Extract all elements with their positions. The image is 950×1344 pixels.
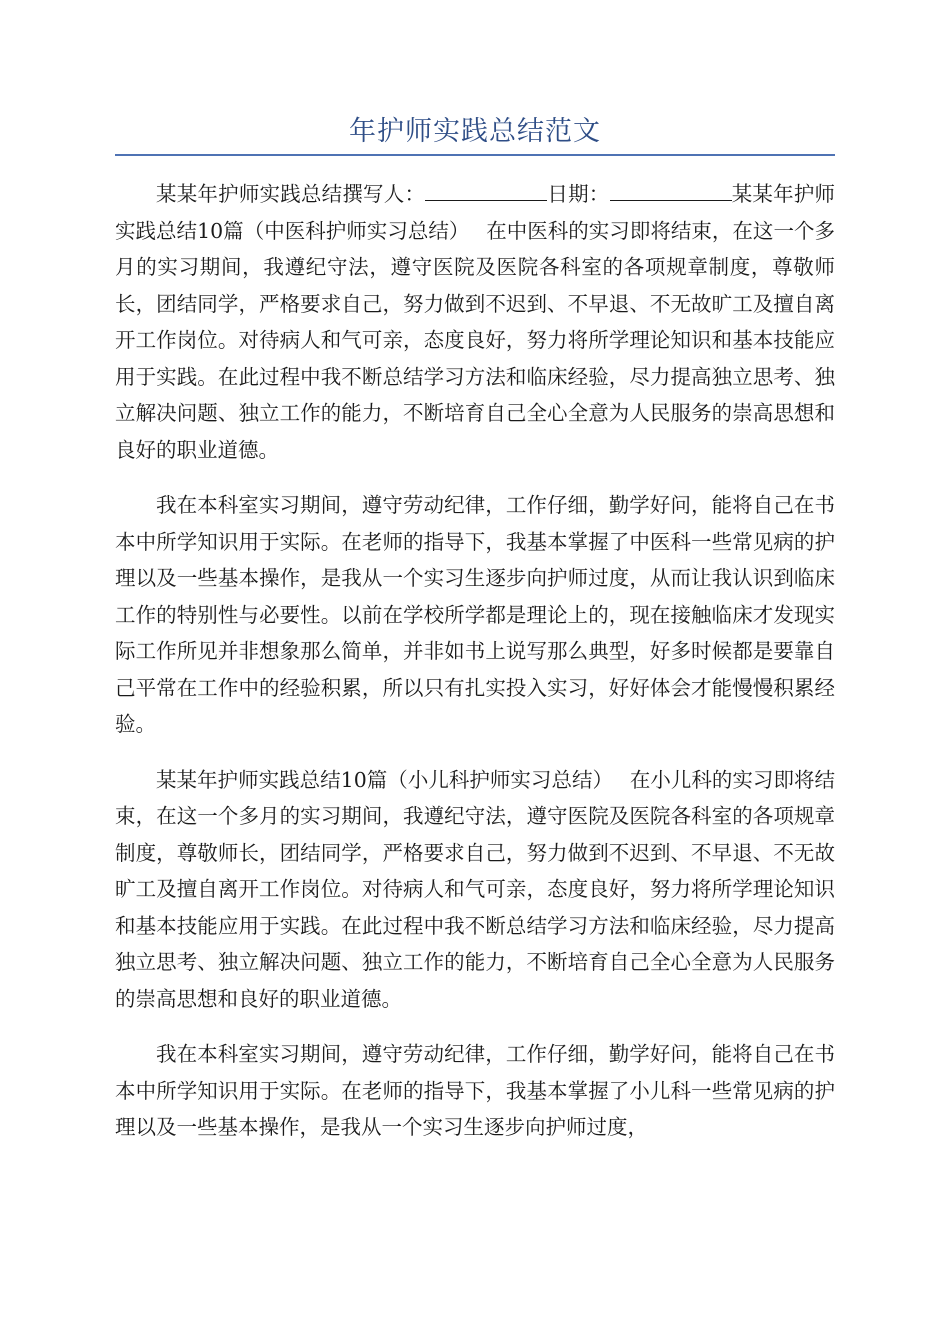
body-paragraph: 某某年护师实践总结10篇（小儿科护师实习总结） 在小儿科的实习即将结束，在这一个多月的实习期间，我遵纪守法，遵守医院及医院各科室的各项规章制度，尊敬师长，团结同学，严格要求自己，努力做到不迟到、不早退、不无故旷工及擅自离开工作岗位。对待病人和气可亲，态度良好，努力将所学理论知识和基本技能应用于实践。在此过程中我不断总结学习方法和临床经验，尽力提高独立思考、独立解决问题、独立工作的能力，不断培育自己全心全意为人民服务的崇高思想和良好的职业道德。 (115, 767, 835, 1011)
title-underline (115, 154, 835, 156)
intro-text: 某某年护师实践总结10篇（中医科护师实习总结） 在中医科的实习即将结束，在这一个多月的实习期间，我遵纪守法，遵守医院及医院各科室的各项规章制度，尊敬师长，团结同学，严格要求自己，努力做到不迟到、不早退、不无故旷工及擅自离开工作岗位。对待病人和气可亲，态度良好，努力将所学理论知识和基本技能应用于实践。在此过程中我不断总结学习方法和临床经验，尽力提高独立思考、独立解决问题、独立工作的能力，不断培育自己全心全意为人民服务的崇高思想和良好的职业道德。 (115, 182, 836, 462)
date-blank (610, 178, 732, 201)
author-label: 某某年护师实践总结撰写人： (156, 182, 426, 206)
date-label: 日期： (547, 182, 610, 206)
body-paragraph: 我在本科室实习期间，遵守劳动纪律，工作仔细，勤学好问，能将自己在书本中所学知识用于实际。在老师的指导下，我基本掌握了小儿科一些常见病的护理以及一些基本操作，是我从一个实习生逐步向护师过度， (115, 1042, 835, 1139)
document-body (115, 176, 835, 1165)
author-blank (425, 178, 547, 201)
document-title: 年护师实践总结范文 (349, 116, 601, 147)
body-paragraph: 我在本科室实习期间，遵守劳动纪律，工作仔细，勤学好问，能将自己在书本中所学知识用于实际。在老师的指导下，我基本掌握了中医科一些常见病的护理以及一些基本操作，是我从一个实习生逐步向护师过度，从而让我认识到临床工作的特别性与必要性。以前在学校所学都是理论上的，现在接触临床才发现实际工作所见并非想象那么简单，并非如书上说写那么典型，好多时候都是要靠自己平常在工作中的经验积累，所以只有扎实投入实习，好好体会才能慢慢积累经验。 (115, 493, 835, 736)
intro-paragraph (115, 176, 835, 468)
